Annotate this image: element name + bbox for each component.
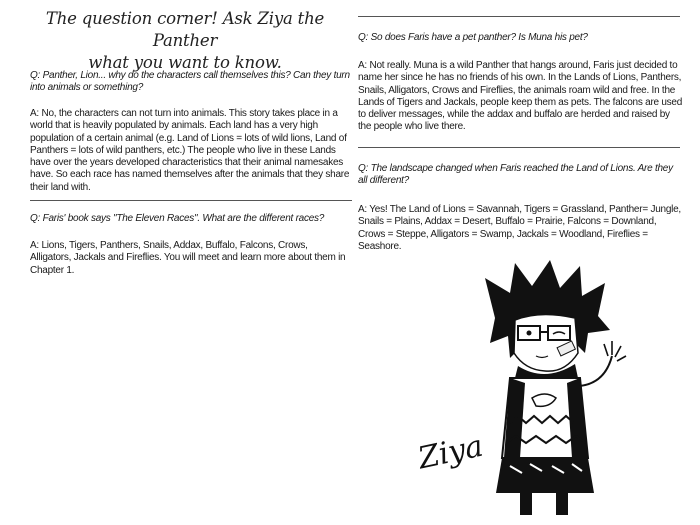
ziya-illustration — [470, 258, 640, 518]
answer-panther-lion: A: No, the characters can not turn into animals. This story takes place in a world that is heavily populated by animals. Each land has a very high population of a certain animal (e.g. Land of Lions = lots of wild lions, Land of Panthers = lots of wild panthers, etc.) The people who live in these Lands have over the years developed characteristics that their animal namesakes have. So each race has named themselves after the animals that they share their land with. — [30, 108, 350, 193]
title-line-2: what you want to know. — [88, 53, 282, 72]
divider — [358, 147, 680, 148]
question-landscape: Q: The landscape changed when Faris reached the Land of Lions. Are they all different? — [358, 163, 673, 187]
page-title — [20, 8, 350, 74]
divider — [30, 200, 352, 201]
signature: Ziya — [415, 428, 487, 477]
answer-eleven-races: A: Lions, Tigers, Panthers, Snails, Addax, Buffalo, Falcons, Crows, Alligators, Jackals and Fireflies. You will meet and learn more about them in Chapter 1. — [30, 240, 346, 276]
answer-landscape: A: Yes! The Land of Lions = Savannah, Tigers = Grassland, Panther= Jungle, Snails = Plains, Addax = Desert, Buffalo = Prairie, Falcons = Downland, Crows = Steppe, Alligators = Swamp, Jackals = Woodland, Fireflies = Seashore. — [358, 204, 681, 252]
question-eleven-races: Q: Faris' book says "The Eleven Races". What are the different races? — [30, 213, 325, 224]
divider — [358, 16, 680, 17]
answer-pet-panther: A: Not really. Muna is a wild Panther that hangs around, Faris just decided to name her since he has no friends of his own. In the Lands of Lions, Panthers, Snails, Alligators, Crows and Fireflies, the animals roam wild and free. In the Lands of Tigers and Jackals, people keep them as pets. The falcons are used to deliver messages, while the addax and buffalo are herded and raised by the people who live there. — [358, 60, 683, 133]
question-panther-lion: Q: Panther, Lion... why do the characters call themselves this? Can they turn into animals or something? — [30, 70, 350, 94]
title-line-1: The question corner! Ask Ziya the Panther — [45, 9, 325, 50]
question-pet-panther: Q: So does Faris have a pet panther? Is Muna his pet? — [358, 32, 588, 43]
